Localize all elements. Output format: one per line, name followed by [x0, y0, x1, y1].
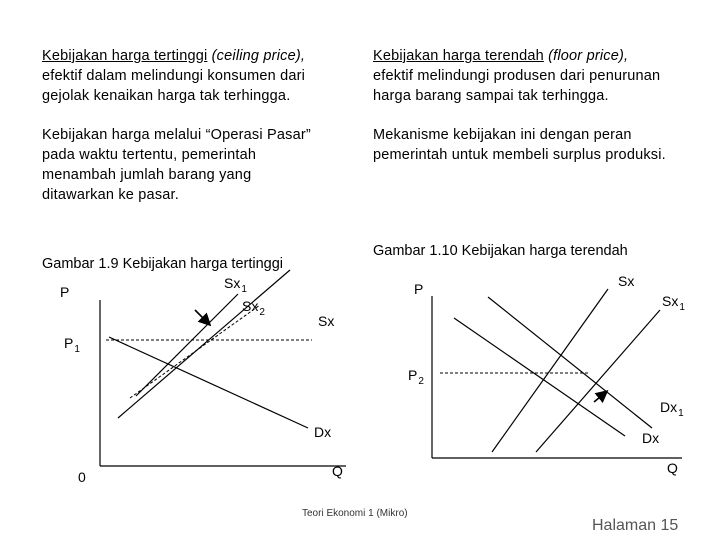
left-p1-subscript: 1	[74, 344, 80, 355]
floor-price-english: (floor price),	[543, 48, 629, 64]
floor-price-term: Kebijakan harga terendah	[373, 48, 544, 64]
floor-paragraph-line-3: harga barang sampai tak terhingga.	[373, 88, 609, 104]
left-supply-shift-arrow	[195, 310, 209, 324]
right-q-label: Q	[667, 460, 678, 476]
left-sx-label: Sx	[318, 313, 335, 329]
left-dx-label: Dx	[314, 424, 332, 440]
left-supply-curve-sx	[118, 270, 290, 418]
left-p1-base: P	[64, 335, 74, 351]
left-sx2-subscript: 2	[259, 307, 265, 318]
right-demand-curve-dx1	[488, 297, 652, 428]
left-supply-curve-sx1	[136, 294, 238, 396]
right-dx1-label	[660, 399, 684, 419]
right-demand-shift-arrow	[594, 392, 606, 402]
right-p2-subscript: 2	[418, 376, 424, 387]
left-p-label: P	[60, 284, 70, 300]
left-sx1-label	[224, 275, 247, 295]
right-sx-label: Sx	[618, 273, 635, 289]
floor-paragraph-line-2: efektif melindungi produsen dari penurunan	[373, 68, 661, 84]
ceiling-paragraph-line-2: efektif dalam melindungi konsumen dari	[42, 68, 306, 84]
left-p1-label	[64, 335, 80, 355]
right-p2-label	[408, 367, 424, 387]
mechanism-line-2: pemerintah untuk membeli surplus produksi.	[373, 147, 666, 163]
market-operation-line-4: ditawarkan ke pasar.	[42, 187, 179, 203]
ceiling-price-english: (ceiling price),	[207, 48, 306, 64]
right-p2-base: P	[408, 367, 418, 383]
left-sx1-base: Sx	[224, 275, 241, 291]
left-sx1-subscript: 1	[241, 284, 247, 295]
left-sx2-base: Sx	[242, 298, 259, 314]
floor-price-diagram	[408, 273, 685, 476]
footer-page-number: Halaman 15	[592, 517, 679, 534]
market-operation-line-3: menambah jumlah barang yang	[42, 167, 252, 183]
right-dx1-subscript: 1	[678, 408, 684, 419]
market-operation-line-2: pada waktu tertentu, pemerintah	[42, 147, 257, 163]
figure-1-9-caption: Gambar 1.9 Kebijakan harga tertinggi	[42, 256, 284, 272]
right-sx1-label	[662, 293, 685, 313]
left-demand-curve	[109, 337, 308, 428]
right-dx1-base: Dx	[660, 399, 678, 415]
ceiling-paragraph-line-3: gejolak kenaikan harga tak terhingga.	[42, 88, 291, 104]
figure-1-10-caption: Gambar 1.10 Kebijakan harga terendah	[373, 243, 628, 259]
market-operation-line-1: Kebijakan harga melalui “Operasi Pasar”	[42, 127, 311, 143]
right-sx1-base: Sx	[662, 293, 679, 309]
ceiling-price-term: Kebijakan harga tertinggi	[42, 48, 208, 64]
left-q-label: Q	[332, 463, 343, 479]
right-p-label: P	[414, 281, 424, 297]
right-sx1-subscript: 1	[679, 302, 685, 313]
footer-source: Teori Ekonomi 1 (Mikro)	[302, 508, 408, 519]
mechanism-line-1: Mekanisme kebijakan ini dengan peran	[373, 127, 632, 143]
right-demand-curve-dx	[454, 318, 625, 436]
right-dx-label: Dx	[642, 430, 660, 446]
ceiling-price-diagram	[60, 270, 346, 485]
left-origin-label: 0	[78, 469, 86, 485]
